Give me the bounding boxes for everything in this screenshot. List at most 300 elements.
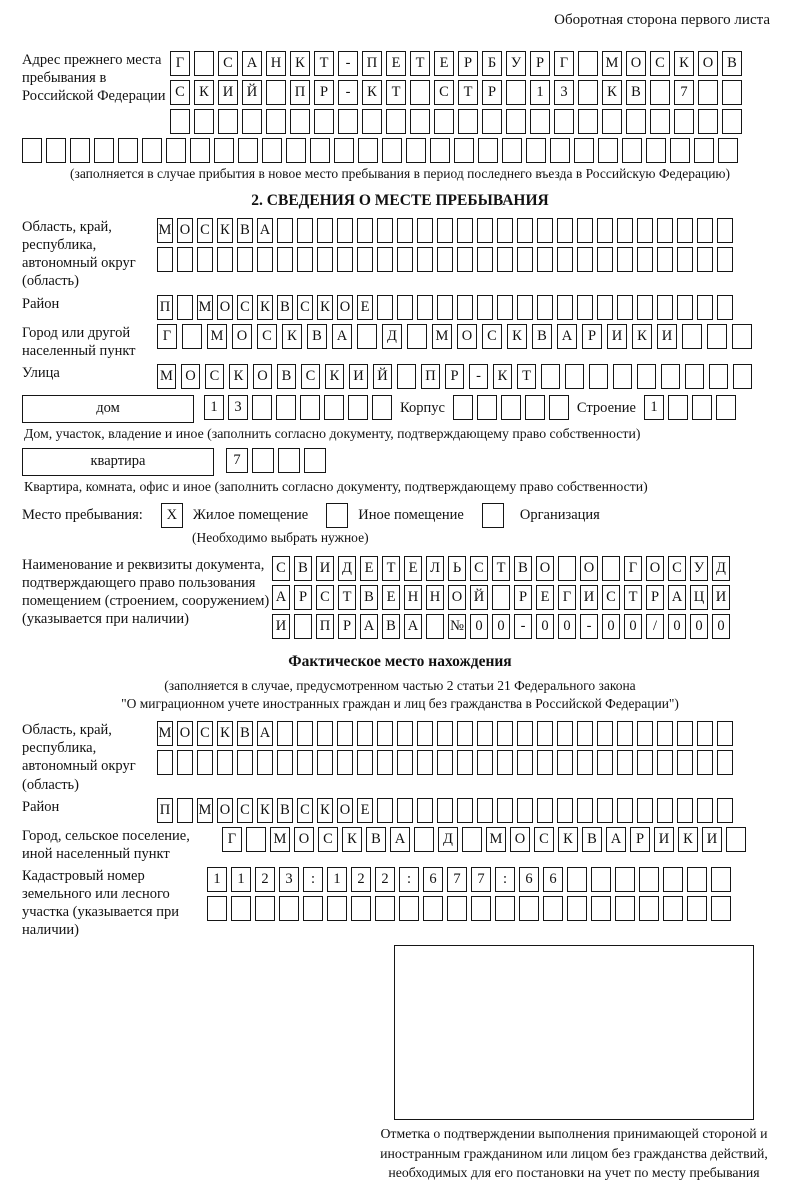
- char-cell[interactable]: В: [277, 295, 293, 320]
- char-cell[interactable]: [717, 247, 733, 272]
- char-cell[interactable]: Т: [386, 80, 406, 105]
- char-cell[interactable]: [639, 867, 659, 892]
- char-cell[interactable]: -: [580, 614, 598, 639]
- char-cell[interactable]: [578, 80, 598, 105]
- char-cell[interactable]: [337, 218, 353, 243]
- char-cell[interactable]: [357, 750, 373, 775]
- char-cell[interactable]: 2: [351, 867, 371, 892]
- char-cell[interactable]: [414, 827, 434, 852]
- char-cell[interactable]: [94, 138, 114, 163]
- char-cell[interactable]: Г: [170, 51, 190, 76]
- char-cell[interactable]: М: [157, 218, 173, 243]
- char-cell[interactable]: О: [448, 585, 466, 610]
- char-cell[interactable]: [437, 798, 453, 823]
- char-cell[interactable]: [237, 247, 253, 272]
- char-cell[interactable]: В: [382, 614, 400, 639]
- char-cell[interactable]: Г: [558, 585, 576, 610]
- char-cell[interactable]: [457, 721, 473, 746]
- char-cell[interactable]: О: [177, 721, 193, 746]
- char-cell[interactable]: [597, 750, 613, 775]
- char-cell[interactable]: [650, 109, 670, 134]
- char-cell[interactable]: [707, 324, 727, 349]
- char-cell[interactable]: [697, 295, 713, 320]
- char-cell[interactable]: [657, 247, 673, 272]
- char-cell[interactable]: О: [580, 556, 598, 581]
- char-cell[interactable]: [718, 138, 738, 163]
- char-cell[interactable]: [537, 750, 553, 775]
- char-cell[interactable]: П: [316, 614, 334, 639]
- char-cell[interactable]: Н: [426, 585, 444, 610]
- char-cell[interactable]: [497, 750, 513, 775]
- char-cell[interactable]: К: [217, 218, 233, 243]
- char-cell[interactable]: [197, 247, 213, 272]
- char-cell[interactable]: [557, 750, 573, 775]
- char-cell[interactable]: [246, 827, 266, 852]
- char-cell[interactable]: О: [536, 556, 554, 581]
- char-cell[interactable]: [663, 896, 683, 921]
- char-cell[interactable]: [543, 896, 563, 921]
- char-cell[interactable]: [711, 896, 731, 921]
- char-cell[interactable]: К: [194, 80, 214, 105]
- char-cell[interactable]: О: [337, 295, 353, 320]
- char-cell[interactable]: О: [181, 364, 200, 389]
- char-cell[interactable]: Р: [630, 827, 650, 852]
- char-cell[interactable]: Е: [382, 585, 400, 610]
- char-cell[interactable]: [417, 721, 433, 746]
- char-cell[interactable]: К: [229, 364, 248, 389]
- char-cell[interactable]: [697, 218, 713, 243]
- char-cell[interactable]: [279, 896, 299, 921]
- char-cell[interactable]: И: [654, 827, 674, 852]
- char-cell[interactable]: [517, 798, 533, 823]
- char-cell[interactable]: В: [237, 721, 253, 746]
- char-cell[interactable]: А: [272, 585, 290, 610]
- char-cell[interactable]: [482, 109, 502, 134]
- char-cell[interactable]: [617, 798, 633, 823]
- char-cell[interactable]: [557, 798, 573, 823]
- char-cell[interactable]: [574, 138, 594, 163]
- char-cell[interactable]: Ц: [690, 585, 708, 610]
- char-cell[interactable]: А: [557, 324, 577, 349]
- char-cell[interactable]: [495, 896, 515, 921]
- char-cell[interactable]: Й: [242, 80, 262, 105]
- char-cell[interactable]: В: [307, 324, 327, 349]
- char-cell[interactable]: 2: [375, 867, 395, 892]
- char-cell[interactable]: В: [514, 556, 532, 581]
- char-cell[interactable]: [558, 556, 576, 581]
- char-cell[interactable]: [277, 218, 293, 243]
- char-cell[interactable]: [238, 138, 258, 163]
- char-cell[interactable]: С: [197, 721, 213, 746]
- char-cell[interactable]: [657, 721, 673, 746]
- char-cell[interactable]: П: [157, 798, 173, 823]
- char-cell[interactable]: [437, 247, 453, 272]
- char-cell[interactable]: Е: [434, 51, 454, 76]
- char-cell[interactable]: М: [157, 364, 176, 389]
- char-cell[interactable]: [434, 109, 454, 134]
- char-cell[interactable]: [687, 867, 707, 892]
- char-cell[interactable]: [397, 750, 413, 775]
- char-cell[interactable]: [567, 896, 587, 921]
- char-cell[interactable]: [577, 247, 593, 272]
- char-cell[interactable]: [317, 247, 333, 272]
- char-cell[interactable]: [615, 896, 635, 921]
- char-cell[interactable]: [297, 750, 313, 775]
- char-cell[interactable]: [453, 395, 473, 420]
- char-cell[interactable]: О: [177, 218, 193, 243]
- char-cell[interactable]: [537, 798, 553, 823]
- char-cell[interactable]: Ь: [448, 556, 466, 581]
- char-cell[interactable]: [557, 721, 573, 746]
- char-cell[interactable]: [637, 247, 653, 272]
- char-cell[interactable]: [454, 138, 474, 163]
- char-cell[interactable]: Т: [410, 51, 430, 76]
- char-cell[interactable]: 6: [519, 867, 539, 892]
- char-cell[interactable]: 3: [279, 867, 299, 892]
- char-cell[interactable]: [477, 295, 493, 320]
- char-cell[interactable]: [517, 295, 533, 320]
- char-cell[interactable]: В: [626, 80, 646, 105]
- char-cell[interactable]: [615, 867, 635, 892]
- char-cell[interactable]: 0: [712, 614, 730, 639]
- char-cell[interactable]: [591, 867, 611, 892]
- char-cell[interactable]: [300, 395, 320, 420]
- char-cell[interactable]: Р: [314, 80, 334, 105]
- char-cell[interactable]: А: [668, 585, 686, 610]
- char-cell[interactable]: [397, 247, 413, 272]
- char-cell[interactable]: [457, 295, 473, 320]
- char-cell[interactable]: [668, 395, 688, 420]
- char-cell[interactable]: [237, 750, 253, 775]
- char-cell[interactable]: М: [602, 51, 622, 76]
- char-cell[interactable]: О: [646, 556, 664, 581]
- char-cell[interactable]: 7: [447, 867, 467, 892]
- char-cell[interactable]: 0: [536, 614, 554, 639]
- char-cell[interactable]: У: [506, 51, 526, 76]
- char-cell[interactable]: В: [277, 364, 296, 389]
- char-cell[interactable]: [677, 295, 693, 320]
- char-cell[interactable]: К: [632, 324, 652, 349]
- char-cell[interactable]: [417, 247, 433, 272]
- char-cell[interactable]: -: [514, 614, 532, 639]
- char-cell[interactable]: 0: [624, 614, 642, 639]
- char-cell[interactable]: [622, 138, 642, 163]
- char-cell[interactable]: 0: [690, 614, 708, 639]
- char-cell[interactable]: :: [399, 867, 419, 892]
- char-cell[interactable]: [417, 798, 433, 823]
- char-cell[interactable]: [386, 109, 406, 134]
- char-cell[interactable]: [597, 721, 613, 746]
- char-cell[interactable]: [317, 750, 333, 775]
- char-cell[interactable]: [207, 896, 227, 921]
- char-cell[interactable]: -: [338, 51, 358, 76]
- char-cell[interactable]: [214, 138, 234, 163]
- char-cell[interactable]: П: [362, 51, 382, 76]
- char-cell[interactable]: П: [421, 364, 440, 389]
- char-cell[interactable]: Р: [530, 51, 550, 76]
- char-cell[interactable]: [497, 798, 513, 823]
- char-cell[interactable]: Д: [712, 556, 730, 581]
- char-cell[interactable]: [177, 798, 193, 823]
- char-cell[interactable]: [177, 750, 193, 775]
- char-cell[interactable]: [317, 721, 333, 746]
- char-cell[interactable]: К: [362, 80, 382, 105]
- char-cell[interactable]: [492, 585, 510, 610]
- char-cell[interactable]: [377, 247, 393, 272]
- char-cell[interactable]: [277, 750, 293, 775]
- char-cell[interactable]: [597, 247, 613, 272]
- char-cell[interactable]: М: [197, 295, 213, 320]
- char-cell[interactable]: [397, 295, 413, 320]
- char-cell[interactable]: [190, 138, 210, 163]
- char-cell[interactable]: [477, 218, 493, 243]
- char-cell[interactable]: 1: [327, 867, 347, 892]
- char-cell[interactable]: [477, 798, 493, 823]
- char-cell[interactable]: [430, 138, 450, 163]
- char-cell[interactable]: 0: [602, 614, 620, 639]
- char-cell[interactable]: [517, 218, 533, 243]
- char-cell[interactable]: [477, 395, 497, 420]
- char-cell[interactable]: [565, 364, 584, 389]
- char-cell[interactable]: [577, 750, 593, 775]
- char-cell[interactable]: [537, 218, 553, 243]
- char-cell[interactable]: [687, 896, 707, 921]
- char-cell[interactable]: 1: [530, 80, 550, 105]
- char-cell[interactable]: [447, 896, 467, 921]
- char-cell[interactable]: [377, 798, 393, 823]
- char-cell[interactable]: [177, 247, 193, 272]
- char-cell[interactable]: [334, 138, 354, 163]
- apartment-type-box[interactable]: квартира: [22, 448, 214, 476]
- char-cell[interactable]: [399, 896, 419, 921]
- char-cell[interactable]: [478, 138, 498, 163]
- char-cell[interactable]: [397, 798, 413, 823]
- char-cell[interactable]: С: [197, 218, 213, 243]
- char-cell[interactable]: 0: [558, 614, 576, 639]
- char-cell[interactable]: В: [237, 218, 253, 243]
- char-cell[interactable]: [255, 896, 275, 921]
- char-cell[interactable]: [677, 247, 693, 272]
- char-cell[interactable]: [252, 448, 274, 473]
- char-cell[interactable]: Г: [157, 324, 177, 349]
- char-cell[interactable]: В: [277, 798, 293, 823]
- char-cell[interactable]: [377, 295, 393, 320]
- char-cell[interactable]: 0: [470, 614, 488, 639]
- char-cell[interactable]: [337, 750, 353, 775]
- char-cell[interactable]: [497, 721, 513, 746]
- char-cell[interactable]: [407, 324, 427, 349]
- char-cell[interactable]: [457, 247, 473, 272]
- char-cell[interactable]: [397, 721, 413, 746]
- char-cell[interactable]: К: [290, 51, 310, 76]
- char-cell[interactable]: С: [602, 585, 620, 610]
- char-cell[interactable]: [567, 867, 587, 892]
- char-cell[interactable]: Р: [338, 614, 356, 639]
- char-cell[interactable]: Т: [314, 51, 334, 76]
- char-cell[interactable]: [337, 247, 353, 272]
- char-cell[interactable]: [577, 721, 593, 746]
- char-cell[interactable]: [626, 109, 646, 134]
- char-cell[interactable]: В: [582, 827, 602, 852]
- char-cell[interactable]: 0: [492, 614, 510, 639]
- char-cell[interactable]: [70, 138, 90, 163]
- char-cell[interactable]: [231, 896, 251, 921]
- char-cell[interactable]: [310, 138, 330, 163]
- char-cell[interactable]: К: [257, 798, 273, 823]
- char-cell[interactable]: К: [342, 827, 362, 852]
- char-cell[interactable]: /: [646, 614, 664, 639]
- char-cell[interactable]: [406, 138, 426, 163]
- char-cell[interactable]: [497, 218, 513, 243]
- char-cell[interactable]: [637, 750, 653, 775]
- char-cell[interactable]: М: [157, 721, 173, 746]
- char-cell[interactable]: С: [434, 80, 454, 105]
- char-cell[interactable]: [357, 218, 373, 243]
- char-cell[interactable]: [462, 827, 482, 852]
- house-type-box[interactable]: дом: [22, 395, 194, 423]
- char-cell[interactable]: [377, 218, 393, 243]
- char-cell[interactable]: -: [338, 80, 358, 105]
- char-cell[interactable]: И: [657, 324, 677, 349]
- char-cell[interactable]: [218, 109, 238, 134]
- char-cell[interactable]: К: [674, 51, 694, 76]
- char-cell[interactable]: Т: [492, 556, 510, 581]
- char-cell[interactable]: В: [722, 51, 742, 76]
- char-cell[interactable]: [252, 395, 272, 420]
- char-cell[interactable]: И: [702, 827, 722, 852]
- char-cell[interactable]: И: [316, 556, 334, 581]
- char-cell[interactable]: Г: [222, 827, 242, 852]
- char-cell[interactable]: [437, 295, 453, 320]
- char-cell[interactable]: [194, 51, 214, 76]
- char-cell[interactable]: [698, 80, 718, 105]
- char-cell[interactable]: Й: [373, 364, 392, 389]
- char-cell[interactable]: [217, 247, 233, 272]
- char-cell[interactable]: [142, 138, 162, 163]
- char-cell[interactable]: [589, 364, 608, 389]
- char-cell[interactable]: К: [558, 827, 578, 852]
- char-cell[interactable]: [457, 750, 473, 775]
- char-cell[interactable]: [194, 109, 214, 134]
- char-cell[interactable]: [324, 395, 344, 420]
- char-cell[interactable]: [286, 138, 306, 163]
- char-cell[interactable]: [598, 138, 618, 163]
- char-cell[interactable]: Р: [294, 585, 312, 610]
- char-cell[interactable]: [639, 896, 659, 921]
- char-cell[interactable]: С: [301, 364, 320, 389]
- char-cell[interactable]: [519, 896, 539, 921]
- char-cell[interactable]: К: [325, 364, 344, 389]
- char-cell[interactable]: [577, 295, 593, 320]
- char-cell[interactable]: [351, 896, 371, 921]
- char-cell[interactable]: [457, 218, 473, 243]
- char-cell[interactable]: [717, 750, 733, 775]
- char-cell[interactable]: Д: [382, 324, 402, 349]
- char-cell[interactable]: [437, 721, 453, 746]
- char-cell[interactable]: [506, 109, 526, 134]
- char-cell[interactable]: [22, 138, 42, 163]
- char-cell[interactable]: О: [232, 324, 252, 349]
- char-cell[interactable]: [477, 247, 493, 272]
- char-cell[interactable]: [417, 295, 433, 320]
- char-cell[interactable]: [717, 721, 733, 746]
- char-cell[interactable]: И: [218, 80, 238, 105]
- char-cell[interactable]: А: [332, 324, 352, 349]
- char-cell[interactable]: И: [607, 324, 627, 349]
- char-cell[interactable]: С: [482, 324, 502, 349]
- char-cell[interactable]: [637, 218, 653, 243]
- char-cell[interactable]: [46, 138, 66, 163]
- char-cell[interactable]: В: [294, 556, 312, 581]
- char-cell[interactable]: [277, 247, 293, 272]
- char-cell[interactable]: Р: [514, 585, 532, 610]
- char-cell[interactable]: А: [404, 614, 422, 639]
- char-cell[interactable]: [577, 798, 593, 823]
- char-cell[interactable]: [423, 896, 443, 921]
- char-cell[interactable]: [597, 798, 613, 823]
- char-cell[interactable]: [549, 395, 569, 420]
- char-cell[interactable]: О: [337, 798, 353, 823]
- char-cell[interactable]: [477, 750, 493, 775]
- char-cell[interactable]: [357, 721, 373, 746]
- char-cell[interactable]: [375, 896, 395, 921]
- char-cell[interactable]: К: [507, 324, 527, 349]
- char-cell[interactable]: 0: [668, 614, 686, 639]
- char-cell[interactable]: [617, 721, 633, 746]
- char-cell[interactable]: [697, 798, 713, 823]
- char-cell[interactable]: [602, 556, 620, 581]
- char-cell[interactable]: [617, 218, 633, 243]
- char-cell[interactable]: [617, 295, 633, 320]
- char-cell[interactable]: [657, 750, 673, 775]
- char-cell[interactable]: А: [360, 614, 378, 639]
- char-cell[interactable]: [517, 750, 533, 775]
- char-cell[interactable]: [674, 109, 694, 134]
- char-cell[interactable]: :: [303, 867, 323, 892]
- char-cell[interactable]: [348, 395, 368, 420]
- char-cell[interactable]: Т: [517, 364, 536, 389]
- char-cell[interactable]: Р: [582, 324, 602, 349]
- char-cell[interactable]: О: [510, 827, 530, 852]
- char-cell[interactable]: [177, 295, 193, 320]
- char-cell[interactable]: [357, 247, 373, 272]
- char-cell[interactable]: И: [349, 364, 368, 389]
- char-cell[interactable]: [457, 798, 473, 823]
- char-cell[interactable]: [417, 218, 433, 243]
- char-cell[interactable]: [197, 750, 213, 775]
- char-cell[interactable]: М: [270, 827, 290, 852]
- char-cell[interactable]: [697, 750, 713, 775]
- char-cell[interactable]: Б: [482, 51, 502, 76]
- char-cell[interactable]: [597, 218, 613, 243]
- char-cell[interactable]: [437, 750, 453, 775]
- char-cell[interactable]: Е: [357, 295, 373, 320]
- char-cell[interactable]: [697, 721, 713, 746]
- char-cell[interactable]: [537, 295, 553, 320]
- char-cell[interactable]: Т: [338, 585, 356, 610]
- char-cell[interactable]: К: [678, 827, 698, 852]
- char-cell[interactable]: [118, 138, 138, 163]
- char-cell[interactable]: С: [668, 556, 686, 581]
- char-cell[interactable]: [709, 364, 728, 389]
- char-cell[interactable]: М: [486, 827, 506, 852]
- char-cell[interactable]: А: [257, 721, 273, 746]
- char-cell[interactable]: А: [242, 51, 262, 76]
- char-cell[interactable]: [717, 295, 733, 320]
- char-cell[interactable]: [717, 218, 733, 243]
- char-cell[interactable]: [663, 867, 683, 892]
- char-cell[interactable]: С: [650, 51, 670, 76]
